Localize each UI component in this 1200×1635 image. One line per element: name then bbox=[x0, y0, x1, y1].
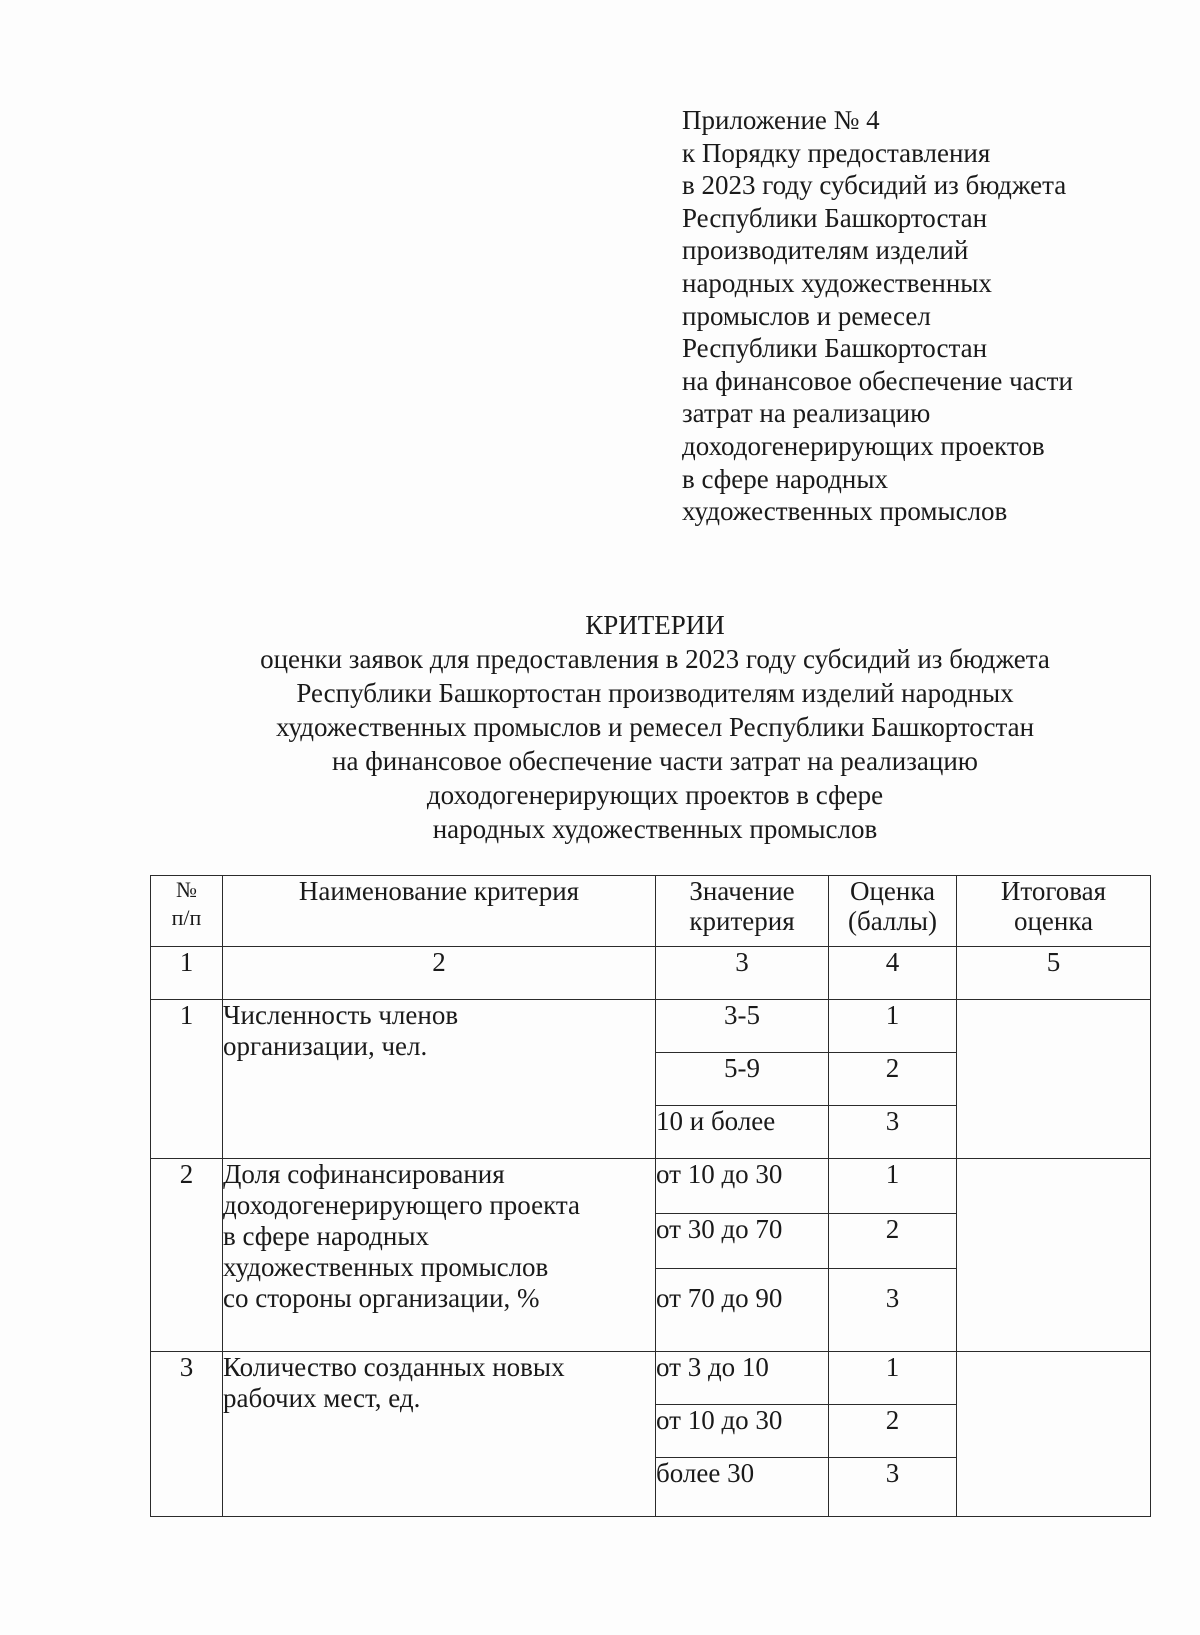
criterion-number: 3 bbox=[151, 1352, 223, 1517]
header-value-line: критерия bbox=[689, 906, 795, 936]
column-number: 4 bbox=[829, 947, 957, 1000]
header-score bbox=[829, 876, 957, 947]
criterion-score: 1 bbox=[829, 1000, 957, 1053]
header-num-line: № bbox=[176, 877, 197, 902]
criterion-name-line: со стороны организации, % bbox=[223, 1283, 540, 1313]
header-num bbox=[151, 876, 223, 947]
criterion-value: 3-5 bbox=[656, 1000, 829, 1053]
criterion-name-line: Доля софинансирования bbox=[223, 1159, 505, 1189]
column-number-row bbox=[151, 947, 1151, 1000]
criterion-value: от 3 до 10 bbox=[656, 1352, 829, 1405]
table-header-row bbox=[151, 876, 1151, 947]
criterion-score: 2 bbox=[829, 1405, 957, 1458]
total-score-cell bbox=[957, 1000, 1151, 1159]
document-title bbox=[0, 608, 1200, 846]
title-line: художественных промыслов и ремесел Республики Башкортостан bbox=[275, 712, 1035, 742]
annex-line: художественных промыслов bbox=[682, 496, 1008, 527]
annex-line: на финансовое обеспечение части bbox=[682, 365, 1073, 396]
header-score-line: (баллы) bbox=[847, 906, 938, 936]
criterion-name bbox=[223, 1000, 656, 1159]
criterion-name-line: организации, чел. bbox=[223, 1031, 428, 1061]
annex-line: Республики Башкортостан bbox=[682, 333, 988, 364]
criterion-value: 5-9 bbox=[656, 1053, 829, 1106]
criterion-score: 1 bbox=[829, 1159, 957, 1214]
criterion-value: более 30 bbox=[656, 1458, 829, 1517]
header-value-line: Значение bbox=[689, 876, 795, 906]
title-line: Республики Башкортостан производителям изделий народных bbox=[296, 678, 1014, 708]
annex-line: доходогенерирующих проектов bbox=[682, 430, 1045, 461]
criterion-name-line: Количество созданных новых bbox=[223, 1352, 565, 1382]
table-row bbox=[151, 1159, 1151, 1214]
annex-line: затрат на реализацию bbox=[682, 398, 931, 429]
header-num-line: п/п bbox=[171, 905, 202, 930]
table-row bbox=[151, 1352, 1151, 1405]
criterion-number: 2 bbox=[151, 1159, 223, 1352]
criterion-name-line: художественных промыслов bbox=[223, 1252, 549, 1282]
column-number: 3 bbox=[656, 947, 829, 1000]
title-line: оценки заявок для предоставления в 2023 году субсидий из бюджета bbox=[260, 644, 1050, 674]
criterion-name-line: в сфере народных bbox=[223, 1221, 430, 1251]
table-row bbox=[151, 1000, 1151, 1053]
criterion-value: от 30 до 70 bbox=[656, 1214, 829, 1269]
criterion-score: 3 bbox=[829, 1269, 957, 1352]
criterion-value: от 10 до 30 bbox=[656, 1159, 829, 1214]
criterion-name-line: рабочих мест, ед. bbox=[223, 1383, 421, 1413]
criteria-table bbox=[150, 875, 1151, 1517]
annex-line: Республики Башкортостан bbox=[682, 202, 988, 233]
criterion-score: 2 bbox=[829, 1214, 957, 1269]
annex-line: народных художественных bbox=[682, 267, 992, 298]
criterion-number: 1 bbox=[151, 1000, 223, 1159]
annex-line: к Порядку предоставления bbox=[682, 137, 991, 168]
annex-line: промыслов и ремесел bbox=[682, 300, 931, 331]
criterion-value: от 70 до 90 bbox=[656, 1269, 829, 1352]
criterion-score: 1 bbox=[829, 1352, 957, 1405]
column-number: 1 bbox=[151, 947, 223, 1000]
header-total-line: оценка bbox=[1013, 906, 1094, 936]
title-line: на финансовое обеспечение части затрат на реализацию bbox=[332, 746, 978, 776]
annex-line: в сфере народных bbox=[682, 463, 889, 494]
column-number: 5 bbox=[957, 947, 1151, 1000]
annex-line: производителям изделий bbox=[682, 235, 969, 266]
total-score-cell bbox=[957, 1352, 1151, 1517]
header-name: Наименование критерия bbox=[223, 876, 656, 947]
criterion-name-line: доходогенерирующего проекта bbox=[223, 1190, 580, 1220]
annex-block bbox=[682, 104, 1182, 528]
criterion-score: 2 bbox=[829, 1053, 957, 1106]
header-total bbox=[957, 876, 1151, 947]
header-total-line: Итоговая bbox=[1000, 876, 1107, 906]
criterion-name bbox=[223, 1159, 656, 1352]
criterion-score: 3 bbox=[829, 1106, 957, 1159]
header-score-line: Оценка bbox=[849, 876, 936, 906]
annex-line: в 2023 году субсидий из бюджета bbox=[682, 170, 1067, 201]
criterion-value: от 10 до 30 bbox=[656, 1405, 829, 1458]
title-heading: КРИТЕРИИ bbox=[585, 610, 725, 640]
header-value bbox=[656, 876, 829, 947]
title-line: доходогенерирующих проектов в сфере bbox=[426, 780, 884, 810]
criterion-name-line: Численность членов bbox=[223, 1000, 459, 1030]
criterion-score: 3 bbox=[829, 1458, 957, 1517]
title-line: народных художественных промыслов bbox=[432, 814, 878, 844]
criterion-value: 10 и более bbox=[656, 1106, 829, 1159]
total-score-cell bbox=[957, 1159, 1151, 1352]
column-number: 2 bbox=[223, 947, 656, 1000]
criterion-name bbox=[223, 1352, 656, 1517]
annex-line: Приложение № 4 bbox=[682, 105, 880, 135]
